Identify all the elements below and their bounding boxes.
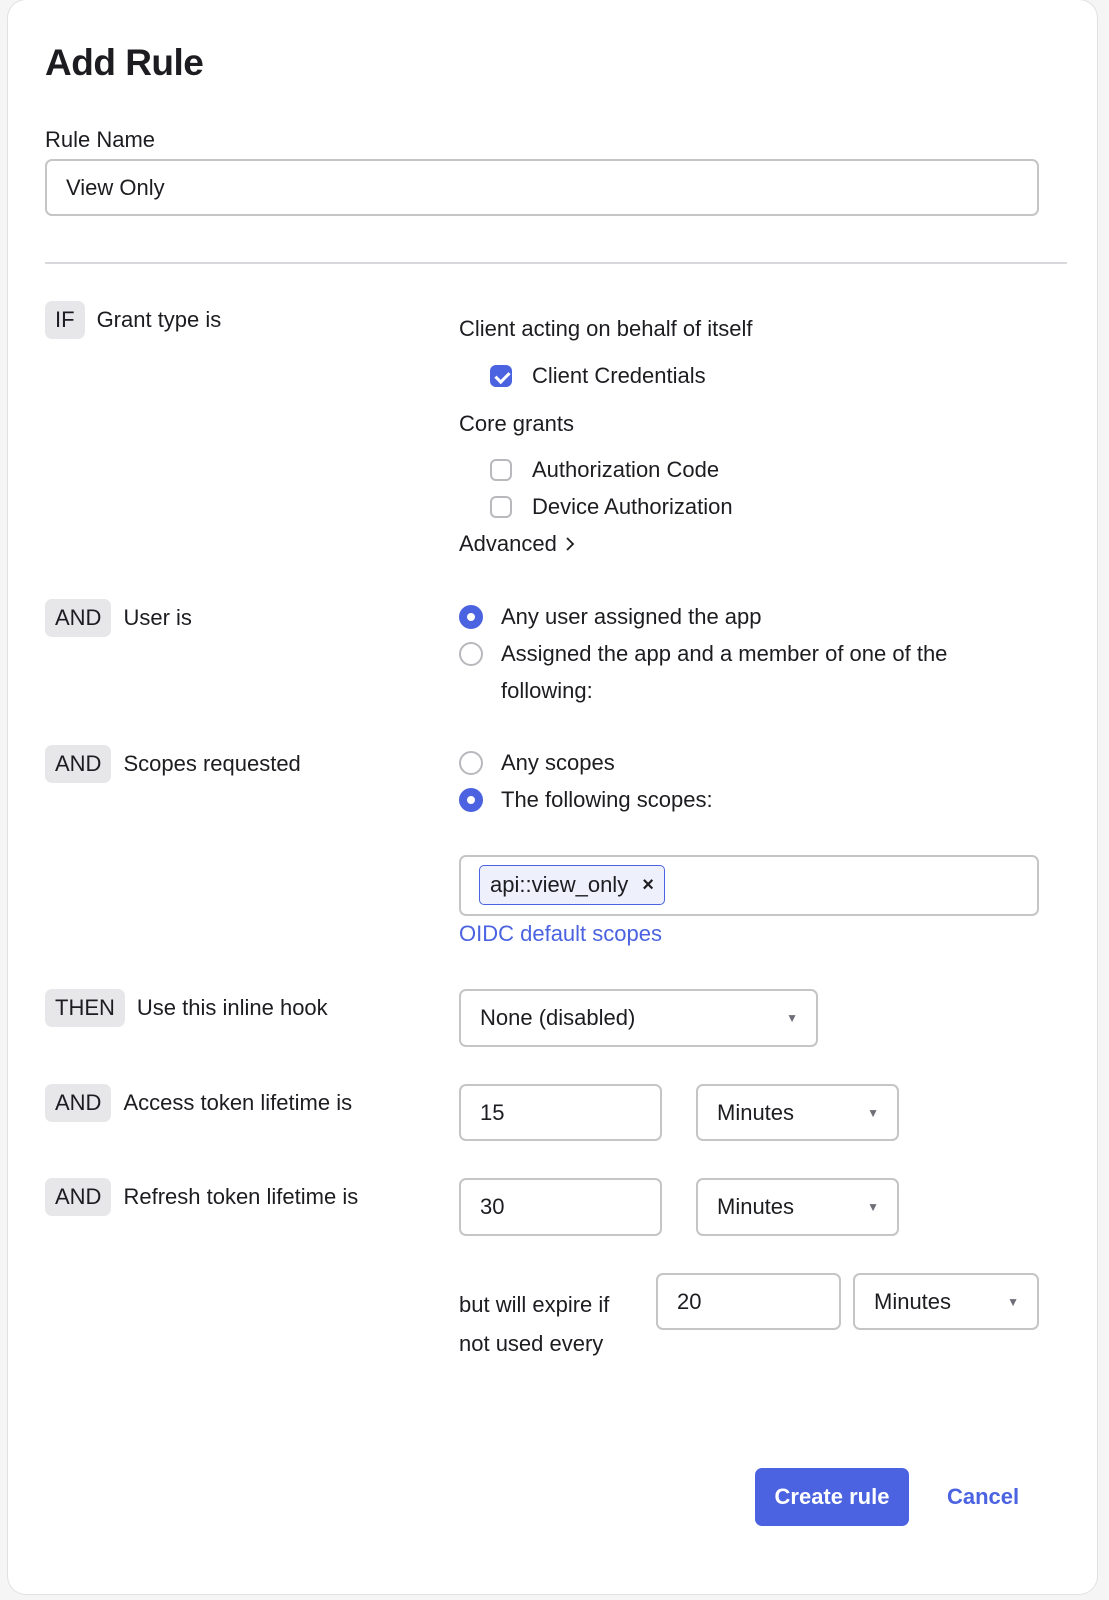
then-keyword-pill: THEN [45, 989, 125, 1027]
user-label: User is [123, 605, 192, 630]
divider [45, 262, 1067, 264]
if-keyword-pill: IF [45, 301, 85, 339]
inline-hook-value: None (disabled) [480, 1005, 636, 1030]
refresh-token-unit-select[interactable] [696, 1178, 899, 1236]
access-token-label: Access token lifetime is [123, 1090, 353, 1115]
refresh-token-condition [45, 1178, 358, 1216]
refresh-expire-input[interactable] [656, 1273, 841, 1330]
refresh-expire-unit-select[interactable] [853, 1273, 1039, 1330]
refresh-token-lifetime-value: 30 [480, 1194, 505, 1219]
refresh-expire-text [459, 1285, 609, 1363]
dialog-title: Add Rule [45, 42, 204, 83]
rule-name-input[interactable] [45, 159, 1039, 216]
client-credentials-label[interactable]: Client Credentials [532, 363, 706, 388]
client-section-heading: Client acting on behalf of itself [459, 316, 753, 341]
member-user-label[interactable] [501, 635, 947, 709]
chevron-down-icon: ▼ [1007, 1294, 1019, 1309]
refresh-expire-text-line1: but will expire if [459, 1292, 610, 1317]
access-token-lifetime-value: 15 [480, 1099, 505, 1125]
authorization-code-checkbox[interactable] [490, 459, 512, 481]
member-user-label-line1: Assigned the app and a member of one of the [501, 641, 948, 666]
scope-tag [479, 865, 665, 905]
chevron-right-icon [565, 536, 575, 552]
inline-hook-condition [45, 989, 328, 1027]
create-rule-button[interactable]: Create rule [755, 1468, 909, 1526]
any-scopes-radio[interactable] [459, 751, 483, 775]
following-scopes-label[interactable]: The following scopes: [501, 787, 713, 812]
access-token-unit-value: Minutes [717, 1099, 795, 1125]
chevron-down-icon: ▼ [867, 1105, 879, 1120]
member-user-radio[interactable] [459, 642, 483, 666]
scope-tag-label: api::view_only [490, 872, 629, 897]
oidc-default-scopes-link[interactable]: OIDC default scopes [459, 921, 662, 946]
access-token-lifetime-input[interactable] [459, 1084, 662, 1141]
and-keyword-pill: AND [45, 599, 111, 637]
any-user-radio[interactable] [459, 605, 483, 629]
refresh-token-unit-value: Minutes [717, 1194, 795, 1219]
device-authorization-label[interactable]: Device Authorization [532, 494, 733, 519]
any-user-label[interactable]: Any user assigned the app [501, 604, 762, 629]
access-token-condition [45, 1084, 352, 1122]
authorization-code-label[interactable]: Authorization Code [532, 457, 720, 482]
advanced-label: Advanced [459, 531, 557, 556]
refresh-token-label: Refresh token lifetime is [123, 1184, 359, 1209]
member-user-label-line2: following: [501, 678, 593, 703]
grant-type-condition [45, 301, 221, 339]
chevron-down-icon: ▼ [786, 1011, 798, 1025]
scopes-condition [45, 745, 301, 783]
core-grants-heading: Core grants [459, 411, 574, 436]
inline-hook-select[interactable] [459, 989, 818, 1047]
refresh-expire-unit-value: Minutes [874, 1288, 952, 1314]
access-token-unit-select[interactable] [696, 1084, 899, 1141]
rule-name-label: Rule Name [45, 127, 156, 152]
client-credentials-checkbox[interactable] [490, 365, 512, 387]
cancel-button[interactable]: Cancel [947, 1484, 1020, 1509]
and-keyword-pill: AND [45, 745, 111, 783]
add-rule-dialog [8, 0, 1097, 1594]
chevron-down-icon: ▼ [867, 1200, 879, 1214]
and-keyword-pill: AND [45, 1084, 111, 1122]
remove-scope-icon[interactable]: × [642, 873, 654, 896]
following-scopes-radio[interactable] [459, 788, 483, 812]
grant-type-label: Grant type is [96, 307, 222, 332]
refresh-expire-value: 20 [677, 1288, 702, 1314]
user-condition [45, 599, 192, 637]
advanced-toggle[interactable] [459, 531, 575, 557]
any-scopes-label[interactable]: Any scopes [501, 750, 615, 775]
rule-name-value: View Only [66, 174, 165, 200]
refresh-token-lifetime-input[interactable] [459, 1178, 662, 1236]
and-keyword-pill: AND [45, 1178, 111, 1216]
device-authorization-checkbox[interactable] [490, 496, 512, 518]
scopes-label: Scopes requested [123, 751, 301, 776]
inline-hook-label: Use this inline hook [136, 995, 328, 1020]
refresh-expire-text-line2: not used every [459, 1331, 604, 1356]
